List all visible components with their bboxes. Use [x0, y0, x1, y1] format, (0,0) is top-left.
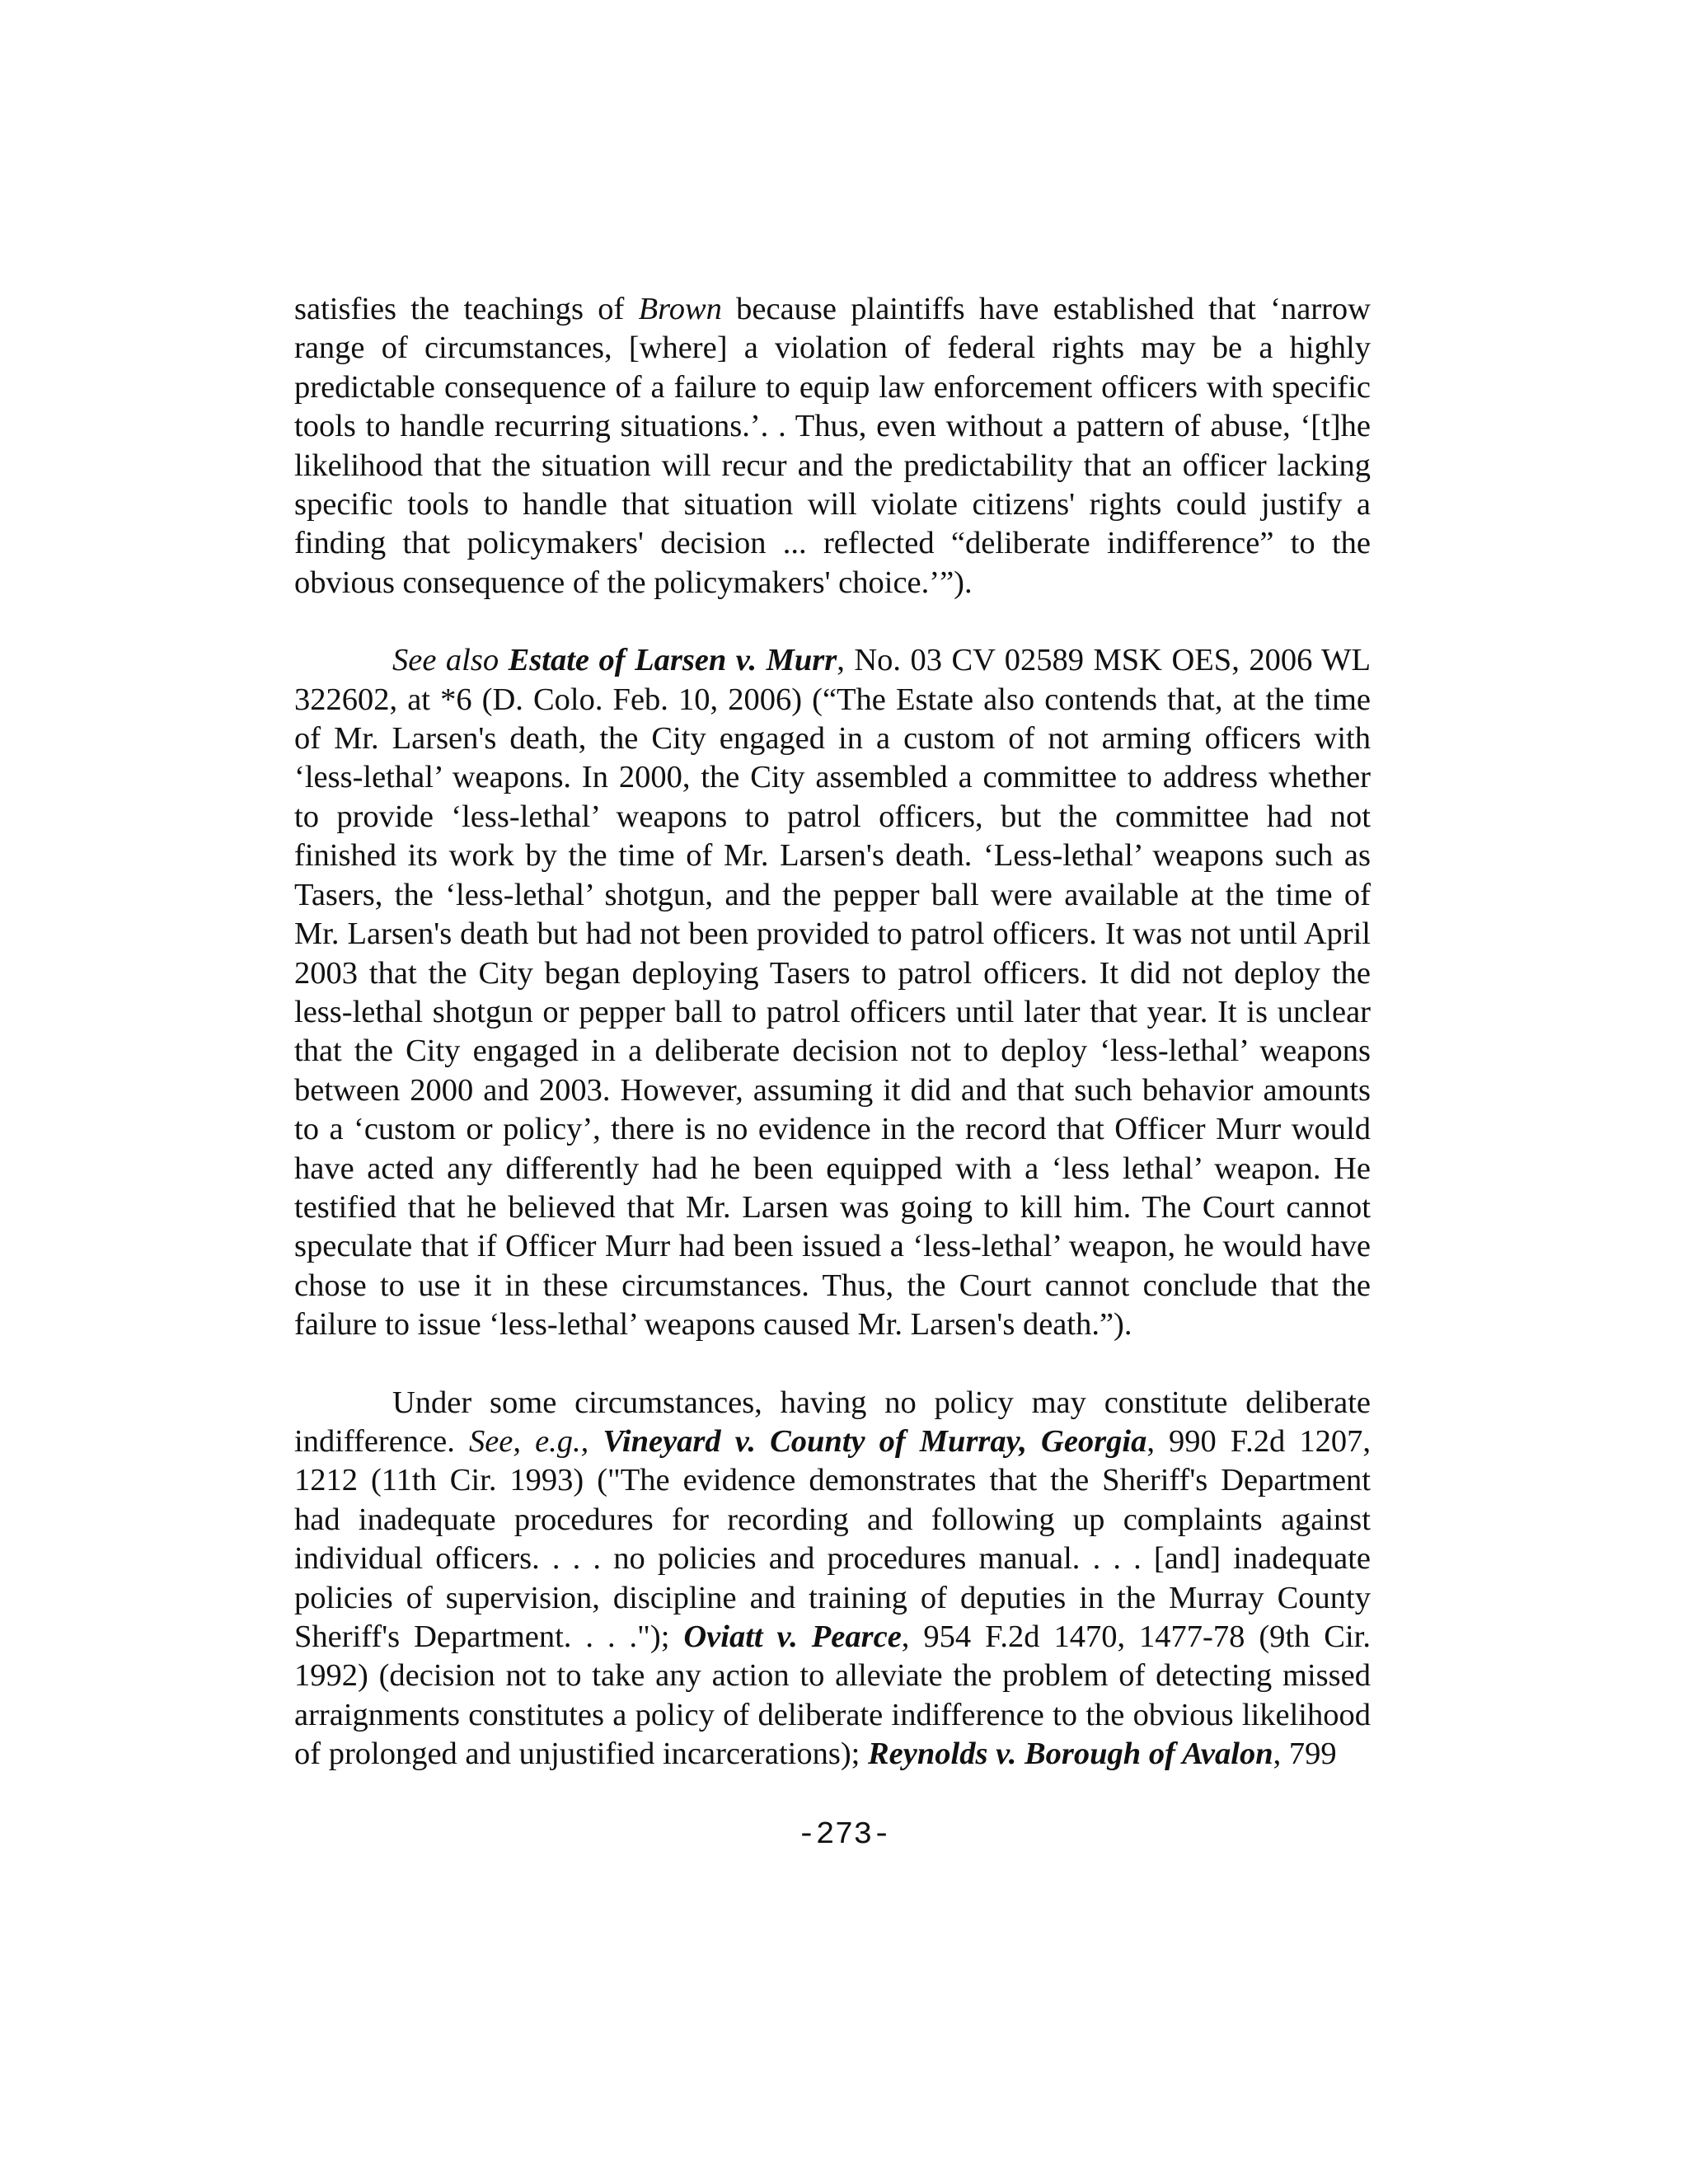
text-segment: Under some circumstances, having no policy may constitute deliberate indifference. — [294, 1385, 1371, 1459]
text-segment: , No. 03 CV 02589 MSK OES, 2006 WL 322602, at *6 (D. Colo. Feb. 10, 2006) (“The Estate also contends that, at the time of Mr. Larsen's death, the City engaged in a custom of not arming officers with ‘less-lethal’ weapons. In 2000, the City assembled a committee to address whether to provide ‘less-lethal’ weapons to patrol officers, but the committee had not finished its work by the time of Mr. Larsen's death. ‘Less-lethal’ weapons such as Tasers, the ‘less-lethal’ shotgun, and the pepper ball were available at the time of Mr. Larsen's death but had not been provided to patrol officers. It was not until April 2003 that the City began deploying Tasers to patrol officers. It did not deploy the less-lethal shotgun or pepper ball to patrol officers until later that year. It is unclear that the City engaged in a deliberate decision not to deploy ‘less-lethal’ weapons between 2000 and 2003. However, assuming it did and that such behavior amounts to a ‘custom or policy’, there is no evidence in the record that Officer Murr would have acted any differently had he been equipped with a ‘less lethal’ weapon. He testified that he believed that Mr. Larsen was going to kill him. The Court cannot speculate that if Officer Murr had been issued a ‘less-lethal’ weapon, he would have chose to use it in these circumstances. Thus, the Court cannot conclude that the failure to issue ‘less-lethal’ weapons caused Mr. Larsen's death.”). — [294, 643, 1372, 1343]
text-segment: , 799 — [1273, 1736, 1337, 1772]
text-segment: , 954 F.2d 1470, 1477-78 (9th Cir. 1992) (decision not to take any action to alleviate the problem of detecting missed arraignments constitutes a policy of deliberate indifference to the obvious likelihood of prolonged and unjustified incarcerations); — [294, 1619, 1371, 1772]
page-number: -273- — [796, 1817, 892, 1853]
case-name-oviatt: Oviatt v. Pearce — [683, 1619, 902, 1654]
signal-see-also: See also — [392, 643, 509, 678]
case-name-brown: Brown — [638, 292, 722, 326]
text-segment: satisfies the teachings of — [294, 292, 639, 326]
case-name-estate-of-larsen: Estate of Larsen v. Murr — [508, 643, 837, 678]
signal-see-eg: See, e.g., — [468, 1423, 603, 1459]
case-name-reynolds: Reynolds v. Borough of Avalon — [868, 1736, 1273, 1772]
case-name-vineyard: Vineyard v. County of Murray, Georgia — [603, 1423, 1147, 1459]
paragraph-1 — [294, 290, 1371, 602]
paragraph-2 — [294, 641, 1371, 1344]
paragraph-3 — [294, 1384, 1371, 1774]
text-segment: , 990 F.2d 1207, 1212 (11th Cir. 1993) ("The evidence demonstrates that the Sheriff's Department had inadequate procedures for recording and following up complaints against individual officers. . . . no policies and procedures manual. . . . [and] inadequate policies of supervision, discipline and training of deputies in the Murray County Sheriff's Department. . . ."); — [294, 1423, 1371, 1654]
text-segment: because plaintiffs have established that ‘narrow range of circumstances, [where] a violation of federal rights may be a highly predictable consequence of a failure to equip law enforcement officers with specific tools to handle recurring situations.’. . Thus, even without a pattern of abuse, ‘[t]he likelihood that the situation will recur and the predictability that an officer lacking specific tools to handle that situation will violate citizens' rights could justify a finding that policymakers' decision ... reflected “deliberate indifference” to the obvious consequence of the policymakers' choice.’”). — [294, 292, 1371, 600]
document-body — [294, 290, 1371, 1813]
